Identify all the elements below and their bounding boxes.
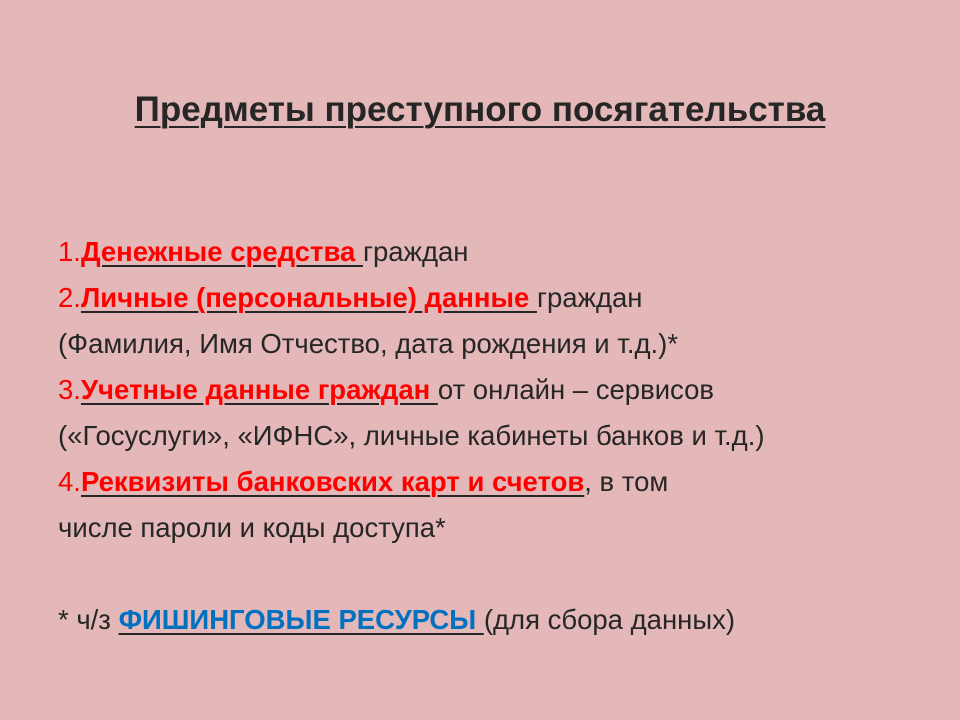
item-text: граждан	[536, 282, 643, 313]
spacer	[58, 551, 958, 597]
footnote-suffix: (для сбора данных)	[483, 604, 736, 635]
item-number: 4.	[58, 466, 81, 497]
list-item-1	[58, 229, 958, 275]
list-item-2	[58, 275, 958, 321]
item-highlight: Реквизиты банковских карт и счетов	[80, 466, 585, 497]
item-highlight: Учетные данные граждан	[80, 374, 438, 405]
item-text: , в том	[584, 466, 669, 497]
list-item-4-continuation: числе пароли и коды доступа*	[58, 512, 446, 543]
list-item-4	[58, 459, 958, 505]
item-text: граждан	[362, 236, 469, 267]
list-item-3	[58, 367, 958, 413]
list-item-2-continuation: (Фамилия, Имя Отчество, дата рождения и т.д.)*	[58, 328, 679, 359]
footnote-highlight: ФИШИНГОВЫЕ РЕСУРСЫ	[118, 604, 484, 635]
item-number: 2.	[58, 282, 81, 313]
slide-content	[58, 229, 958, 643]
item-highlight: Личные (персональные) данные	[80, 282, 537, 313]
list-item-3-continuation: («Госуслуги», «ИФНС», личные кабинеты банков и т.д.)	[58, 420, 765, 451]
item-number: 1.	[58, 236, 81, 267]
footnote	[58, 597, 958, 643]
item-text: от онлайн – сервисов	[437, 374, 715, 405]
slide-title: Предметы преступного посягательства	[134, 90, 826, 129]
footnote-prefix: * ч/з	[58, 604, 119, 635]
item-highlight: Денежные средства	[80, 236, 363, 267]
item-number: 3.	[58, 374, 81, 405]
